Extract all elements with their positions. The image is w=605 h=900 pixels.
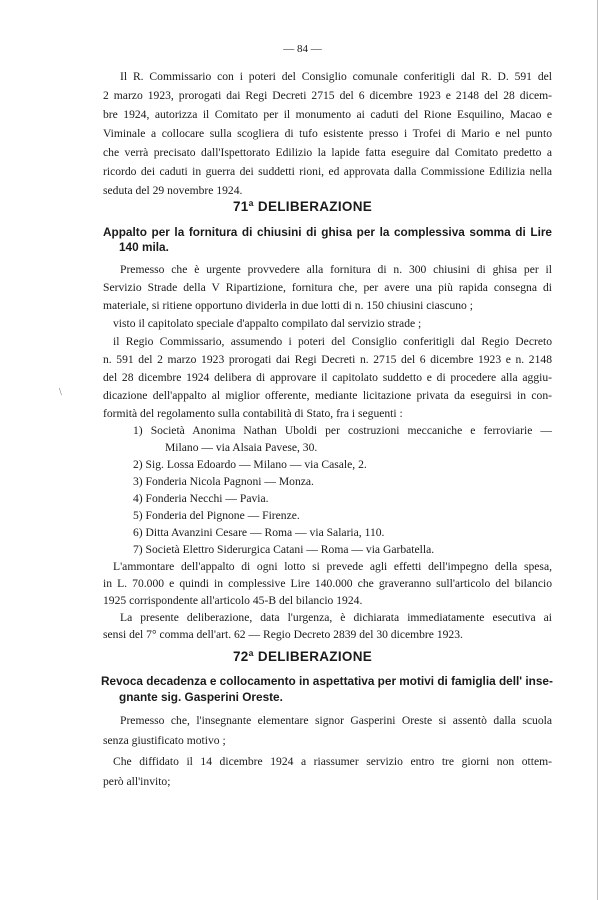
para-71-3-line: n. 591 del 2 marzo 1923 prorogati dai Regi Decreti n. 2715 del 6 dicembre 1923 e n. 2148 <box>103 353 552 366</box>
firm-item: 4) Fonderia Necchi — Pavia. <box>133 492 269 505</box>
para-71-4-line-last: 1925 corrispondente all'articolo 45-B del bilancio 1924. <box>103 594 363 607</box>
para-71-3-line: il Regio Commissario, assumendo i poteri del Consiglio conferitigli dal Regio Decreto <box>113 335 552 348</box>
para-72-2-line: Che diffidato il 14 dicembre 1924 a riassumer servizio entro tre giorni non ottem- <box>113 755 552 768</box>
para-71-3-line-last: formità del regolamento sulla contabilità di Stato, fra i seguenti : <box>103 407 403 420</box>
firm-item: 1) Società Anonima Nathan Uboldi per costruzioni meccaniche e ferroviarie — <box>133 424 552 437</box>
title-71-line: Appalto per la fornitura di chiusini di ghisa per la complessiva somma di Lire <box>103 225 552 239</box>
para-72-2-line-last: però all'invito; <box>103 775 171 788</box>
para-72-1-line: Premesso che, l'insegnante elementare signor Gasperini Oreste si assentò dalla scuola <box>120 714 552 727</box>
intro-line-last: seduta del 29 novembre 1924. <box>103 184 243 197</box>
page-number: — 84 — <box>283 43 322 55</box>
para-71-2: visto il capitolato speciale d'appalto compilato dal servizio strade ; <box>113 317 422 330</box>
firm-item: 3) Fonderia Nicola Pagnoni — Monza. <box>133 475 314 488</box>
firm-item-cont: Milano — via Alsaia Pavese, 30. <box>165 441 318 454</box>
intro-line: Il R. Commissario con i poteri del Consiglio comunale conferitigli dal R. D. 591 del <box>120 70 552 83</box>
para-71-4-line: in L. 70.000 e quindi in complessive Lire 140.000 che graveranno sull'articolo del bilancio <box>103 577 552 590</box>
page-edge-shadow <box>597 0 598 900</box>
firm-item: 7) Società Elettro Siderurgica Catani — Roma — via Garbatella. <box>133 543 435 556</box>
intro-line: che verrà precisato dall'Ispettorato Edilizio la lapide fatta eseguire dal Comitato predetto a <box>103 146 552 159</box>
para-71-1-line: Servizio Strade della V Ripartizione, fornitura che, per avere una più rapida consegna di <box>103 281 552 294</box>
intro-line: Viminale a collocare sulla scogliera di tufo esistente presso i Trofei di Mario e nel punto <box>103 127 552 140</box>
intro-line: ricordo dei caduti in guerra dei suddetti rioni, ed approvata dalla Commissione Edilizia nella <box>103 165 552 178</box>
para-71-5-line-last: sensi del 7° comma dell'art. 62 — Regio Decreto 2839 del 30 dicembre 1923. <box>103 628 463 641</box>
intro-line: 2 marzo 1923, prorogati dai Regi Decreti 2715 del 6 dicembre 1923 e 2148 del 28 dicem- <box>103 89 552 102</box>
heading-71: 71ª DELIBERAZIONE <box>232 199 373 214</box>
intro-line: bre 1924, autorizza il Comitato per il monumento ai caduti del Rione Esquilino, Macao e <box>103 108 552 121</box>
title-72-line: Revoca decadenza e collocamento in aspettativa per motivi di famiglia dell' inse- <box>101 674 553 688</box>
firm-item: 5) Fonderia del Pignone — Firenze. <box>133 509 300 522</box>
title-71-line-last: 140 mila. <box>119 240 169 254</box>
firm-item: 2) Sig. Lossa Edoardo — Milano — via Casale, 2. <box>133 458 367 471</box>
para-71-3-line: del 28 dicembre 1924 delibera di approvare il capitolato suddetto e di procedere alla aggiu- <box>103 371 552 384</box>
firm-item: 6) Ditta Avanzini Cesare — Roma — via Salaria, 110. <box>133 526 385 539</box>
para-72-1-line-last: senza giustificato motivo ; <box>103 734 226 747</box>
heading-72: 72ª DELIBERAZIONE <box>232 649 373 664</box>
para-71-3-line: dicazione dell'appalto al miglior offerente, mediante licitazione privata da eseguirsi in con- <box>103 389 552 402</box>
para-71-5-line: La presente deliberazione, data l'urgenza, è dichiarata immediatamente esecutiva ai <box>120 611 552 624</box>
title-72-line-last: gnante sig. Gasperini Oreste. <box>119 690 283 704</box>
para-71-1-line: Premesso che è urgente provvedere alla fornitura di n. 300 chiusini di ghisa per il <box>120 263 552 276</box>
para-71-4-line: L'ammontare dell'appalto di ogni lotto si prevede agli effetti dell'impegno della spesa, <box>113 560 552 573</box>
margin-mark: \ <box>59 387 62 398</box>
para-71-1-line-last: materiale, si ritiene opportuno dividerla in due lotti di n. 150 chiusini ciascuno ; <box>103 299 473 312</box>
